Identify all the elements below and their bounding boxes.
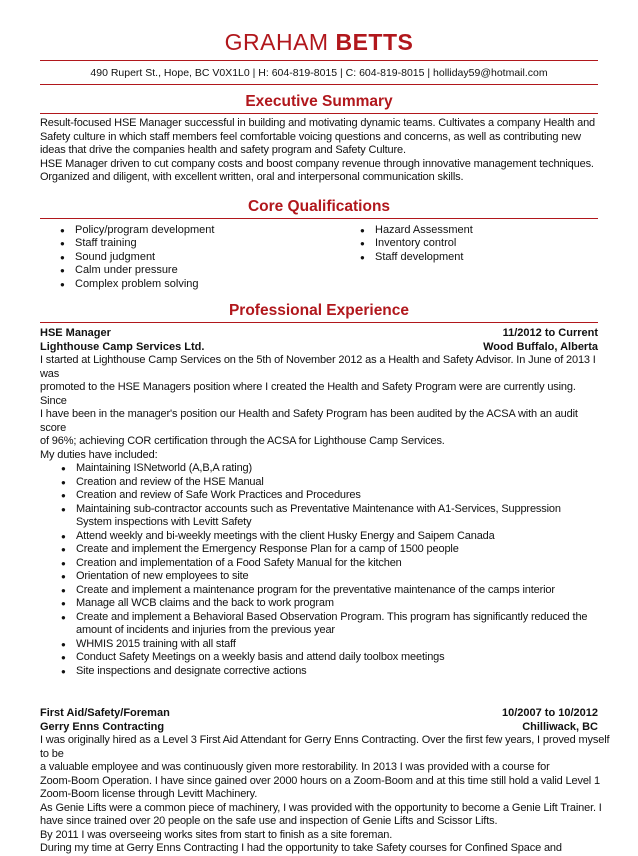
qualifications-list <box>40 224 598 292</box>
job-title: HSE Manager <box>40 327 111 339</box>
experience-divider <box>40 322 598 323</box>
last-name: BETTS <box>335 29 414 55</box>
summary-line: ideas that drive the companies health and safety program and Safety Culture. <box>40 144 406 156</box>
job-title-row <box>40 707 598 721</box>
job-description-line: During my time at Gerry Enns Contracting I had the opportunity to take Safety courses for Confined Space and <box>40 842 562 854</box>
summary-line: Safety culture in which staff members feel comfortable voicing questions and concerns, as well as contributing new <box>40 130 581 143</box>
duty-item: ● Creation and review of Safe Work Practices and Procedures <box>76 489 598 503</box>
duty-item: ● Create and implement the Emergency Response Plan for a camp of 1500 people <box>76 543 598 557</box>
duty-item: ● Site inspections and designate corrective actions <box>76 665 598 679</box>
qualifications-right-column <box>360 224 473 292</box>
duty-item: ● Conduct Safety Meetings on a weekly basis and attend daily toolbox meetings <box>76 651 598 665</box>
job-description-line: a valuable employee and was continuously given more restorability. In 2013 I was provided with a course for <box>40 761 550 773</box>
job-company-row <box>40 721 598 735</box>
job-description <box>40 734 614 856</box>
qualification-item: ● Sound judgment <box>60 251 360 265</box>
header-divider <box>40 60 598 61</box>
executive-summary-text <box>40 117 598 185</box>
qualification-item: ● Calm under pressure <box>60 264 360 278</box>
job-dates: 10/2007 to 10/2012 <box>501 707 598 719</box>
job-description-line: I have been in the manager's position our Health and Safety Program has been audited by the ACSA with an audit score <box>40 408 578 434</box>
job-location: Wood Buffalo, Alberta <box>483 340 598 353</box>
job-description-line: Zoom-Boom license through Levitt Machinery. <box>40 788 258 800</box>
duty-item: ● Maintaining ISNetworld (A,B,A rating) <box>76 462 598 476</box>
duty-item: ● Creation and implementation of a Food Safety Manual for the kitchen <box>76 557 598 571</box>
contact-line: 490 Rupert St., Hope, BC V0X1L0 | H: 604-819-8015 | C: 604-819-8015 | holliday59@hotmail.com <box>90 67 548 79</box>
duty-item: ● WHMIS 2015 training with all staff <box>76 638 598 652</box>
job-description-line: As Genie Lifts were a common piece of machinery, I was provided with the opportunity to become a Genie Lift Trainer. I <box>40 801 602 814</box>
qualification-item: ● Inventory control <box>360 237 473 251</box>
job-description <box>40 354 598 462</box>
qualification-item: ● Staff training <box>60 237 360 251</box>
core-qualifications-heading: Core Qualifications <box>247 197 391 215</box>
qualification-item: ● Hazard Assessment <box>360 224 473 238</box>
summary-line: Organized and diligent, with excellent written, oral and interpersonal communication skills. <box>40 171 464 183</box>
job-description-line: My duties have included: <box>40 448 158 461</box>
duties-list <box>40 462 598 678</box>
job-entry <box>40 327 598 678</box>
candidate-name <box>40 28 598 56</box>
first-name: GRAHAM <box>224 29 329 55</box>
duty-item: ● Manage all WCB claims and the back to work program <box>76 597 598 611</box>
summary-line: Result-focused HSE Manager successful in building and motivating dynamic teams. Cultivates a company Health and <box>40 117 596 129</box>
qualification-item: ● Staff development <box>360 251 473 265</box>
job-description-line: I started at Lighthouse Camp Services on the 5th of November 2012 as a Health and Safety Advisor. In June of 2013 I was <box>40 354 596 380</box>
qualifications-divider <box>40 218 598 219</box>
job-description-line: have since trained over 20 people on the safe use and inspection of Genie Lifts and Scissor Lifts. <box>40 815 498 827</box>
duty-item: ● Maintaining sub-contractor accounts such as Preventative Maintenance with A1-Services, Suppression System inspections with Levitt Safety <box>76 503 598 530</box>
job-description-line: promoted to the HSE Managers position where I created the Health and Safety Program were are currently using. Since <box>40 381 576 407</box>
qualifications-left-column <box>60 224 360 292</box>
job-dates: 11/2012 to Current <box>502 327 598 339</box>
contact-divider <box>40 84 598 85</box>
job-title-row <box>40 327 598 341</box>
job-location: Chilliwack, BC <box>522 720 598 733</box>
qualification-item: ● Policy/program development <box>60 224 360 238</box>
duty-item: ● Creation and review of the HSE Manual <box>76 476 598 490</box>
duty-item: ● Orientation of new employees to site <box>76 570 598 584</box>
job-title: First Aid/Safety/Foreman <box>40 707 170 719</box>
summary-divider <box>40 113 598 114</box>
qualification-item: ● Complex problem solving <box>60 278 360 292</box>
resume-page <box>40 0 610 856</box>
duty-item: ● Create and implement a maintenance program for the preventative maintenance of the camps interior <box>76 584 598 598</box>
job-description-line: of 96%; achieving COR certification through the ACSA for Lighthouse Camp Services. <box>40 435 445 447</box>
duty-item: ● Attend weekly and bi-weekly meetings with the client Husky Energy and Saipem Canada <box>76 530 598 544</box>
job-description-line: Zoom-Boom Operation. I have since gained over 2000 hours on a Zoom-Boom and at this time still hold a valid Level 1 <box>40 774 600 787</box>
job-description-line: I was originally hired as a Level 3 First Aid Attendant for Gerry Enns Contracting. Over the first few years, I proved myself to be <box>40 734 610 760</box>
job-company-row <box>40 341 598 355</box>
duty-item: ● Create and implement a Behavioral Based Observation Program. This program has significantly reduced the amount of incidents and injuries from the previous year <box>76 611 598 638</box>
job-entry <box>40 707 610 856</box>
job-company: Lighthouse Camp Services Ltd. <box>40 340 205 353</box>
summary-line: HSE Manager driven to cut company costs and boost company revenue through innovative management techniques. <box>40 157 594 170</box>
job-company: Gerry Enns Contracting <box>40 720 165 733</box>
executive-summary-heading: Executive Summary <box>245 93 393 110</box>
job-description-line: By 2011 I was overseeing works sites from start to finish as a site foreman. <box>40 828 393 841</box>
professional-experience-heading: Professional Experience <box>228 302 410 319</box>
